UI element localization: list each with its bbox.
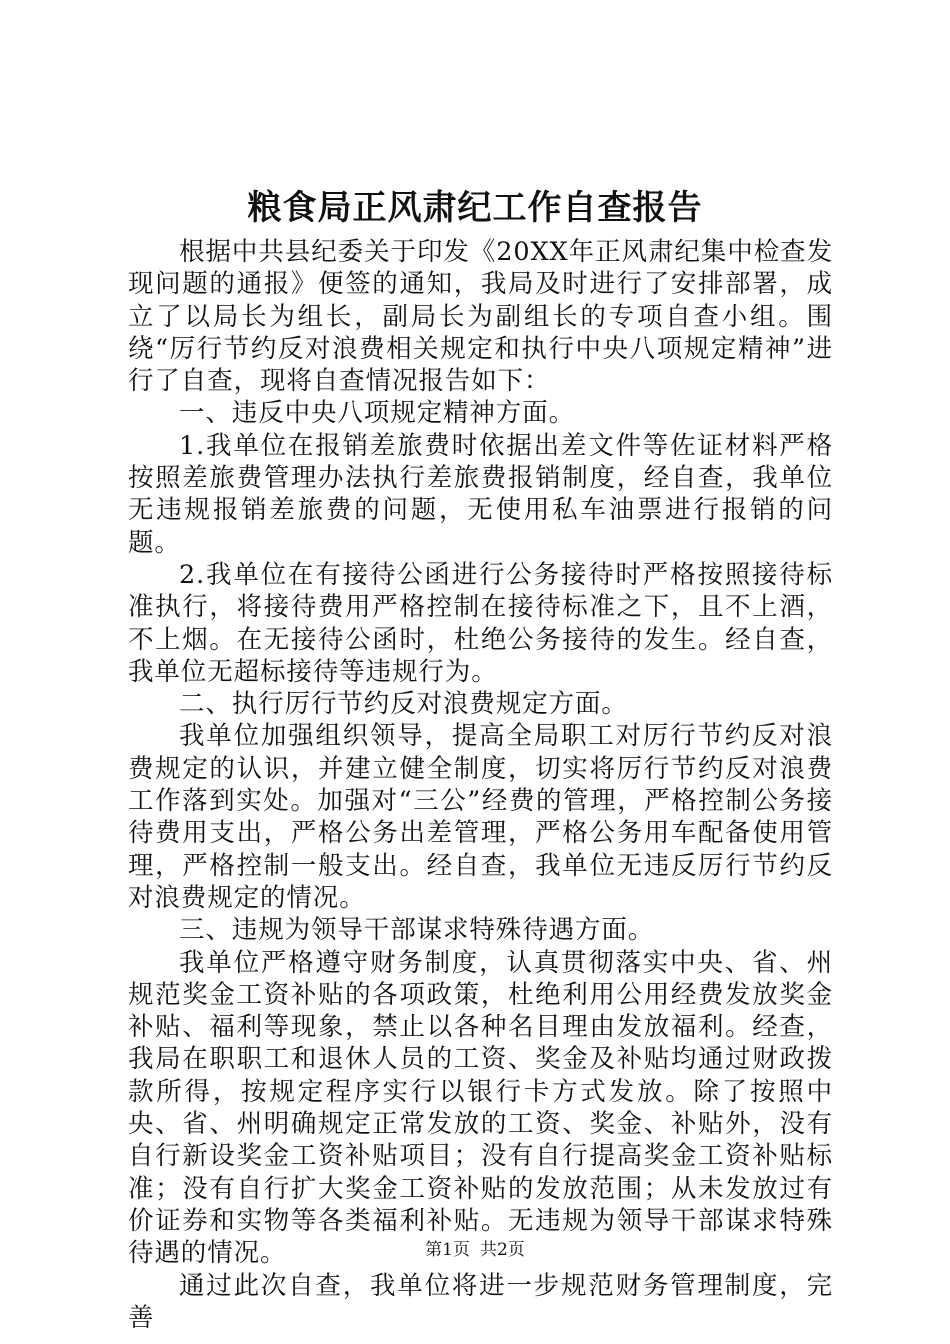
section-heading-2: 二、执行厉行节约反对浪费规定方面。 bbox=[179, 689, 628, 720]
page-total: 共2页 bbox=[480, 1240, 525, 1260]
paragraph-item-2: 2.我单位在有接待公函进行公务接待时严格按照接待标准执行，将接待费用严格控制在接待标准之下，且不上酒，不上烟。在无接待公函时，杜绝公务接待的发生。经自查，我单位无超标接待等违规行为。 bbox=[128, 559, 833, 687]
section-heading-3: 三、违规为领导干部谋求特殊待遇方面。 bbox=[179, 915, 655, 946]
section-3-paragraph: 我单位严格遵守财务制度，认真贯彻落实中央、省、州规范奖金工资补贴的各项政策，杜绝利用公用经费发放奖金补贴、福利等现象，禁止以各种名目理由发放福利。经查，我局在职职工和退休人员的工资、奖金及补贴均通过财政拨款所得，按规定程序实行以银行卡方式发放。除了按照中央、省、州明确规定正常发放的工资、奖金、补贴外，没有自行新设奖金工资补贴项目；没有自行提高奖金工资补贴标准；没有自行扩大奖金工资补贴的发放范围；从未发放过有价证券和实物等各类福利补贴。无违规为领导干部谋求特殊待遇的情况。 bbox=[128, 947, 833, 1269]
intro-paragraph: 根据中共县纪委关于印发《20XX年正风肃纪集中检查发现问题的通报》便签的通知，我局及时进行了安排部署，成立了以局长为组长，副局长为副组长的专项自查小组。围绕“厉行节约反对浪费相关规定和执行中央八项规定精神”进行了自查，现将自查情况报告如下： bbox=[128, 237, 833, 397]
section-heading-1: 一、违反中央八项规定精神方面。 bbox=[179, 398, 576, 429]
document-body bbox=[128, 236, 833, 1334]
closing-paragraph: 通过此次自查，我单位将进一步规范财务管理制度，完善 bbox=[128, 1270, 833, 1333]
page-footer bbox=[0, 1238, 950, 1262]
document-title: 粮食局正风肃纪工作自查报告 bbox=[247, 188, 703, 228]
section-2-paragraph: 我单位加强组织领导，提高全局职工对厉行节约反对浪费规定的认识，并建立健全制度，切实将厉行节约反对浪费工作落到实处。加强对“三公”经费的管理，严格控制公务接待费用支出，严格公务出差管理，严格公务用车配备使用管理，严格控制一般支出。经自查，我单位无违反厉行节约反对浪费规定的情况。 bbox=[128, 721, 833, 913]
page-number: 第1页 bbox=[425, 1240, 470, 1260]
paragraph-item-1: 1.我单位在报销差旅费时依据出差文件等佐证材料严格按照差旅费管理办法执行差旅费报销制度，经自查，我单位无违规报销差旅费的问题，无使用私车油票进行报销的问题。 bbox=[128, 430, 833, 558]
